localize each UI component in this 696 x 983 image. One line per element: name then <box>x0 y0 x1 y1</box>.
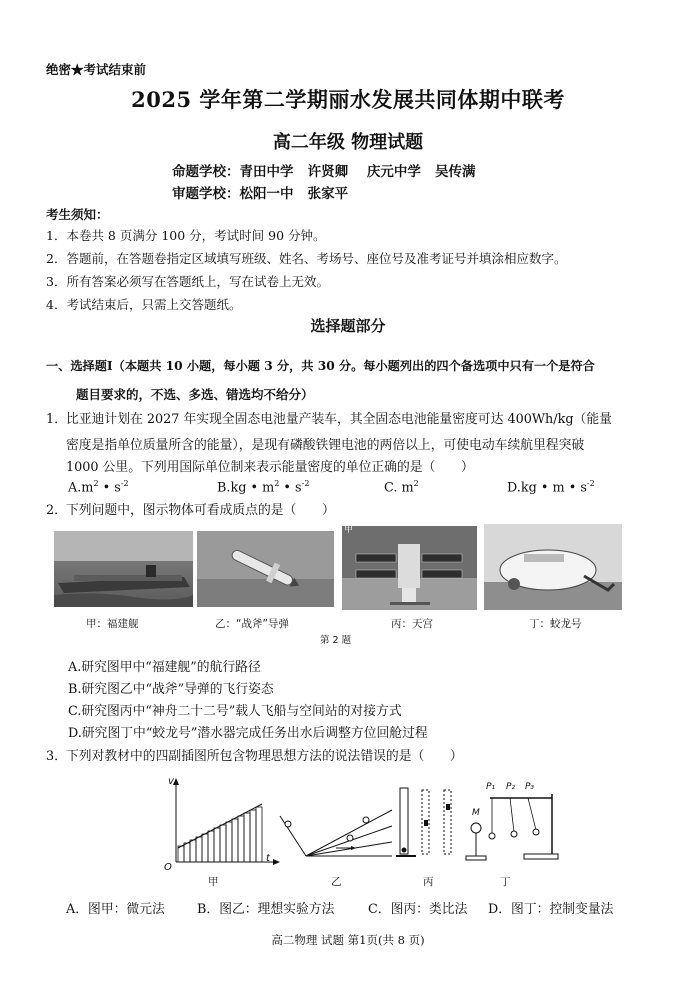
figure-label: 第 2 题 <box>320 635 352 646</box>
author-line-1 <box>172 160 476 180</box>
page-footer: 高二物理 试题 第1页(共 8 页) <box>271 933 425 947</box>
question-3 <box>46 746 463 768</box>
figure-jia-vt-graph <box>162 776 282 872</box>
photo-submersible <box>484 524 622 610</box>
p1-label: P₁ <box>486 782 496 792</box>
fig-label: 甲 <box>208 876 219 888</box>
question-1 <box>46 409 612 431</box>
axis-t-label: t <box>266 853 270 864</box>
p3-label: P₃ <box>525 782 535 792</box>
question-text: 1000 公里。下列用国际单位制来表示能量密度的单位正确的是（ ） <box>66 460 474 475</box>
notice-item: 2．答题前，在答题卷指定区域填写班级、姓名、考场号、座位号及准考证号并填涂相应数字。 <box>46 251 567 266</box>
question-text: 下列对教材中的四副插图所包含物理思想方法的说法错误的是（ ） <box>66 749 463 764</box>
q2-option-d[interactable]: D.研究图丁中“蛟龙号”潜水器完成任务出水后调整方位回舱过程 <box>68 726 428 741</box>
author-line-2 <box>172 182 348 202</box>
part-heading-line1: 一、选择题Ⅰ（本题共 10 小题，每小题 3 分，共 30 分。每小题列出的四个备选项中只有一个是符合 <box>46 359 595 373</box>
question-number: 3． <box>46 749 67 764</box>
q3-option-d[interactable]: D．图丁：控制变量法 <box>488 902 614 917</box>
author-role: 审题学校： <box>172 186 240 202</box>
q1-option-c[interactable]: C. $m^2$ <box>384 479 419 496</box>
fig-label: 丙 <box>423 876 434 888</box>
author-person: 许贤卿 <box>307 164 349 180</box>
author-person: 张家平 <box>307 186 349 202</box>
q3-option-b[interactable]: B．图乙：理想实验方法 <box>197 902 335 917</box>
q3-option-a[interactable]: A．图甲：微元法 <box>66 902 165 917</box>
q2-option-c[interactable]: C.研究图丙中“神舟二十二号”载人飞船与空间站的对接方式 <box>68 704 402 719</box>
fig-label: 丁 <box>500 876 511 888</box>
author-role: 命题学校： <box>172 164 240 180</box>
figure-yi-ramps <box>276 800 394 864</box>
section-title: 选择题部分 <box>310 317 386 335</box>
p2-label: P₂ <box>506 782 516 792</box>
q3-option-c[interactable]: C．图丙：类比法 <box>368 902 468 917</box>
axis-origin-label: O <box>164 862 172 873</box>
notice-item: 1．本卷共 8 页满分 100 分，考试时间 90 分钟。 <box>46 228 326 243</box>
question-number: 1． <box>46 412 67 427</box>
question-text: 比亚迪计划在 2027 年实现全固态电池量产装车，其全固态电池能量密度可达 400Wh/kg（能量 <box>66 412 612 427</box>
q1-option-b[interactable]: B.kg • $m^2$ • $s^{-2}$ <box>217 479 310 496</box>
part-heading-line2: 题目要求的，不选、多选、错选均不给分） <box>76 387 314 402</box>
axis-v-label: v <box>168 776 174 787</box>
question-number: 2． <box>46 503 67 518</box>
notice-item: 3．所有答案必须写在答题纸上，写在试卷上无效。 <box>46 274 329 289</box>
photo-mark: 甲 <box>344 526 354 535</box>
q1-option-a[interactable]: $A.m^2$ • $s^{-2}$ <box>68 479 129 496</box>
photo-caption: 甲：福建舰 <box>86 618 139 630</box>
question-text: 下列问题中，图示物体可看成质点的是（ ） <box>66 503 335 518</box>
author-school: 青田中学 <box>239 164 294 180</box>
q1-option-d[interactable]: D.kg • m • $s^{-2}$ <box>507 479 595 496</box>
q2-option-b[interactable]: B.研究图乙中“战斧”导弹的飞行姿态 <box>68 682 274 697</box>
figure-bing-tubes <box>396 784 458 864</box>
figure-ding-apparatus <box>462 784 568 864</box>
photo-caption: 丙：天宫 <box>391 618 433 630</box>
exam-subtitle: 高二年级 物理试题 <box>272 132 424 153</box>
photo-space-station <box>342 526 477 610</box>
question-2 <box>46 500 335 522</box>
photo-caption: 乙：“战斧”导弹 <box>215 618 289 630</box>
author-school: 庆元中学 <box>366 164 421 180</box>
photo-missile <box>197 531 334 607</box>
exam-title: 2025 学年第二学期丽水发展共同体期中联考 <box>131 87 565 112</box>
notice-item: 4．考试结束后，只需上交答题纸。 <box>46 297 242 312</box>
author-person: 吴传满 <box>435 164 476 180</box>
fig-label: 乙 <box>331 876 342 888</box>
question-text: 密度是指单位质量所含的能量），是现有磷酸铁锂电池的两倍以上，可使电动车续航里程突破 <box>66 438 585 453</box>
q2-option-a[interactable]: A.研究图甲中“福建舰”的航行路径 <box>68 660 261 675</box>
author-school: 松阳一中 <box>239 186 294 202</box>
photo-aircraft-carrier <box>54 531 193 607</box>
photo-caption: 丁：蛟龙号 <box>529 618 582 630</box>
notice-heading: 考生须知： <box>46 207 109 222</box>
m-label: M <box>472 808 480 818</box>
secret-mark: 绝密★考试结束前 <box>46 62 147 77</box>
